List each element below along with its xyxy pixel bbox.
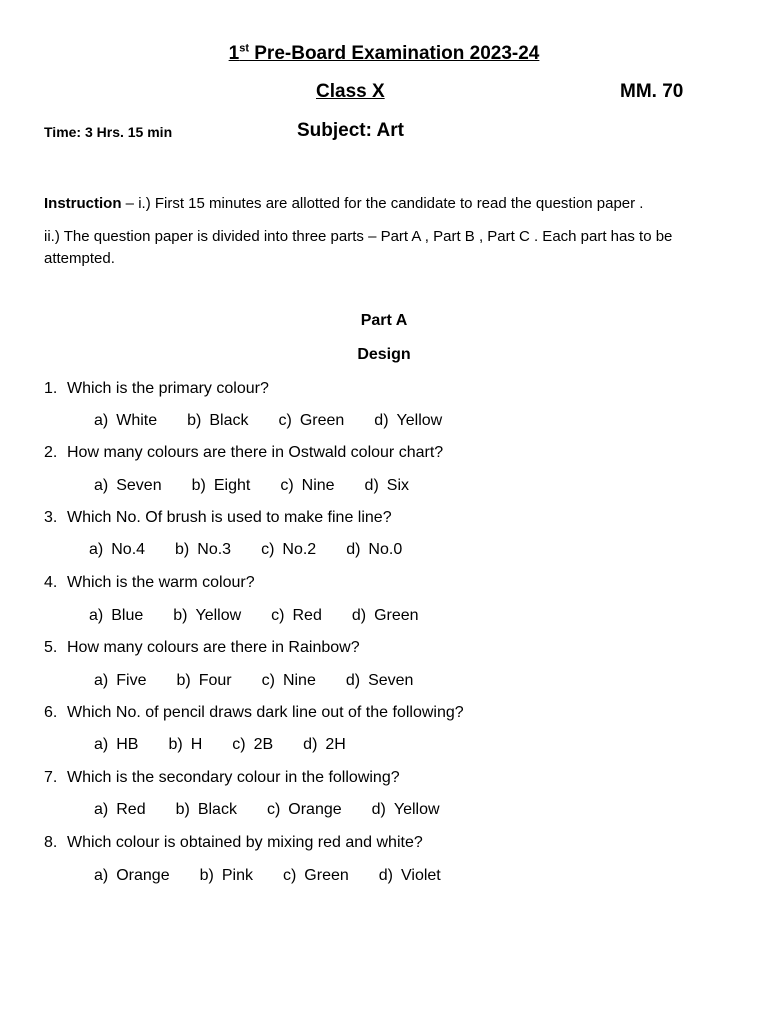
question-number: 5. [44,639,58,656]
option-value: Nine [301,477,335,494]
option-row [94,867,471,885]
option [94,412,157,430]
option [176,672,231,690]
option-value: Four [198,672,232,689]
question-number: 7. [44,769,58,786]
option-letter: c) [280,477,294,494]
option [168,736,202,754]
option [89,541,145,559]
option-letter: c) [282,867,297,884]
option-letter: d) [351,607,367,624]
option-letter: a) [94,412,109,429]
option-value: Black [197,801,237,818]
option-value: Seven [368,672,414,689]
question-text: How many colours are there in Rainbow? [67,639,360,656]
option-value: No.4 [111,541,146,558]
option-letter: c) [271,607,285,624]
question-number: 4. [44,574,58,591]
time-allowed: Time: 3 Hrs. 15 min [44,124,173,140]
question-text: Which is the primary colour? [67,380,269,397]
option-letter: d) [374,412,389,429]
option-value: Black [209,412,249,429]
option-value: Eight [213,477,251,494]
option [346,541,402,559]
question-text: Which is the warm colour? [67,574,255,591]
option-letter: d) [303,736,318,753]
option [352,607,419,625]
option-letter: c) [232,736,246,753]
question-number: 1. [44,380,58,397]
option [200,867,253,885]
option-value: Green [304,867,349,884]
option-value: H [190,736,203,753]
option-value: White [116,412,158,429]
option-letter: a) [89,607,104,624]
option-letter: b) [191,477,206,494]
option-row [94,736,376,754]
question-text: How many colours are there in Ostwald colour chart? [67,444,444,461]
option [261,541,316,559]
question-text: Which No. Of brush is used to make fine line? [67,509,392,526]
instruction-label: Instruction [44,195,122,212]
option-letter: c) [266,801,281,818]
exam-title [0,43,768,65]
option-value: Blue [111,607,144,624]
option [280,477,334,495]
option-letter: b) [173,607,188,624]
instruction-line-1 [44,195,643,212]
option [365,477,409,495]
option-letter: d) [378,867,393,884]
option-value: Red [116,801,146,818]
option-value: Yellow [396,412,443,429]
option-value: Six [386,477,410,494]
option-letter: b) [168,736,183,753]
option-row [94,672,443,690]
option [94,672,146,690]
instruction-dash: – [121,195,139,212]
option [192,477,251,495]
option-letter: c) [261,672,275,689]
option-letter: b) [176,672,191,689]
option-value: Yellow [393,801,440,818]
option-row [89,607,449,625]
option-value: 2B [253,736,274,753]
exam-title-rest: Pre-Board Examination 2023-24 [248,43,540,65]
option-letter: a) [94,672,109,689]
option [372,801,440,819]
option [94,736,138,754]
instruction-line-2: ii.) The question paper is divided into three parts – Part A , Part B , Part C . Each part has to be attempted. [44,228,673,267]
question [44,639,360,657]
option-value: Red [292,607,322,624]
option-value: Green [374,607,419,624]
option-letter: b) [175,801,190,818]
option-row [89,541,432,559]
option-letter: a) [94,801,109,818]
option [94,801,146,819]
option [283,867,349,885]
option-value: Five [116,672,147,689]
option-letter: b) [187,412,202,429]
option-value: No.3 [197,541,232,558]
option [94,867,170,885]
option-value: Violet [401,867,441,884]
option-value: 2H [325,736,346,753]
option-row [94,477,439,495]
option-letter: d) [345,672,361,689]
option-row [94,412,472,430]
option-letter: d) [346,541,361,558]
question-text: Which colour is obtained by mixing red and white? [67,834,423,851]
option [175,541,231,559]
max-marks: MM. 70 [620,81,684,102]
option-value: Nine [282,672,316,689]
option-value: No.0 [368,541,403,558]
option-letter: c) [261,541,275,558]
question-number: 8. [44,834,58,851]
question-number: 3. [44,509,58,526]
question [44,444,443,462]
question [44,704,464,722]
option [346,672,414,690]
exam-title-superscript: st [239,43,249,55]
question-number: 2. [44,444,58,461]
option [232,736,273,754]
question [44,509,392,527]
question [44,574,255,592]
option [303,736,346,754]
option-value: Seven [116,477,162,494]
option-letter: a) [89,541,104,558]
option-letter: a) [94,867,109,884]
option [176,801,237,819]
question-text: Which is the secondary colour in the following? [67,769,400,786]
option-letter: d) [371,801,386,818]
option [374,412,442,430]
exam-title-text [229,43,540,64]
option-letter: d) [364,477,379,494]
option [267,801,342,819]
question [44,769,400,787]
option-letter: c) [278,412,292,429]
subject-label: Subject: Art [297,120,404,141]
option-letter: b) [175,541,190,558]
option [94,477,162,495]
option-value: HB [116,736,139,753]
option-value: Pink [221,867,253,884]
section-title: Design [357,346,411,363]
option [379,867,441,885]
option [173,607,241,625]
option-value: No.2 [282,541,317,558]
question [44,380,269,398]
exam-title-prefix: 1 [228,43,240,65]
option-value: Green [299,412,345,429]
question-text: Which No. of pencil draws dark line out of the following? [67,704,464,721]
option [279,412,345,430]
option-value: Orange [116,867,170,884]
instruction-text-1: i.) First 15 minutes are allotted for the candidate to read the question paper . [138,195,644,212]
option-letter: b) [199,867,214,884]
part-title: Part A [360,312,408,329]
option [262,672,316,690]
option-letter: a) [94,736,109,753]
class-label: Class X [316,81,385,102]
option [271,607,322,625]
option [187,412,248,430]
question-number: 6. [44,704,58,721]
option [89,607,143,625]
question [44,834,423,852]
option-row [94,801,470,819]
option-value: Orange [288,801,342,818]
option-letter: a) [94,477,109,494]
option-value: Yellow [195,607,242,624]
